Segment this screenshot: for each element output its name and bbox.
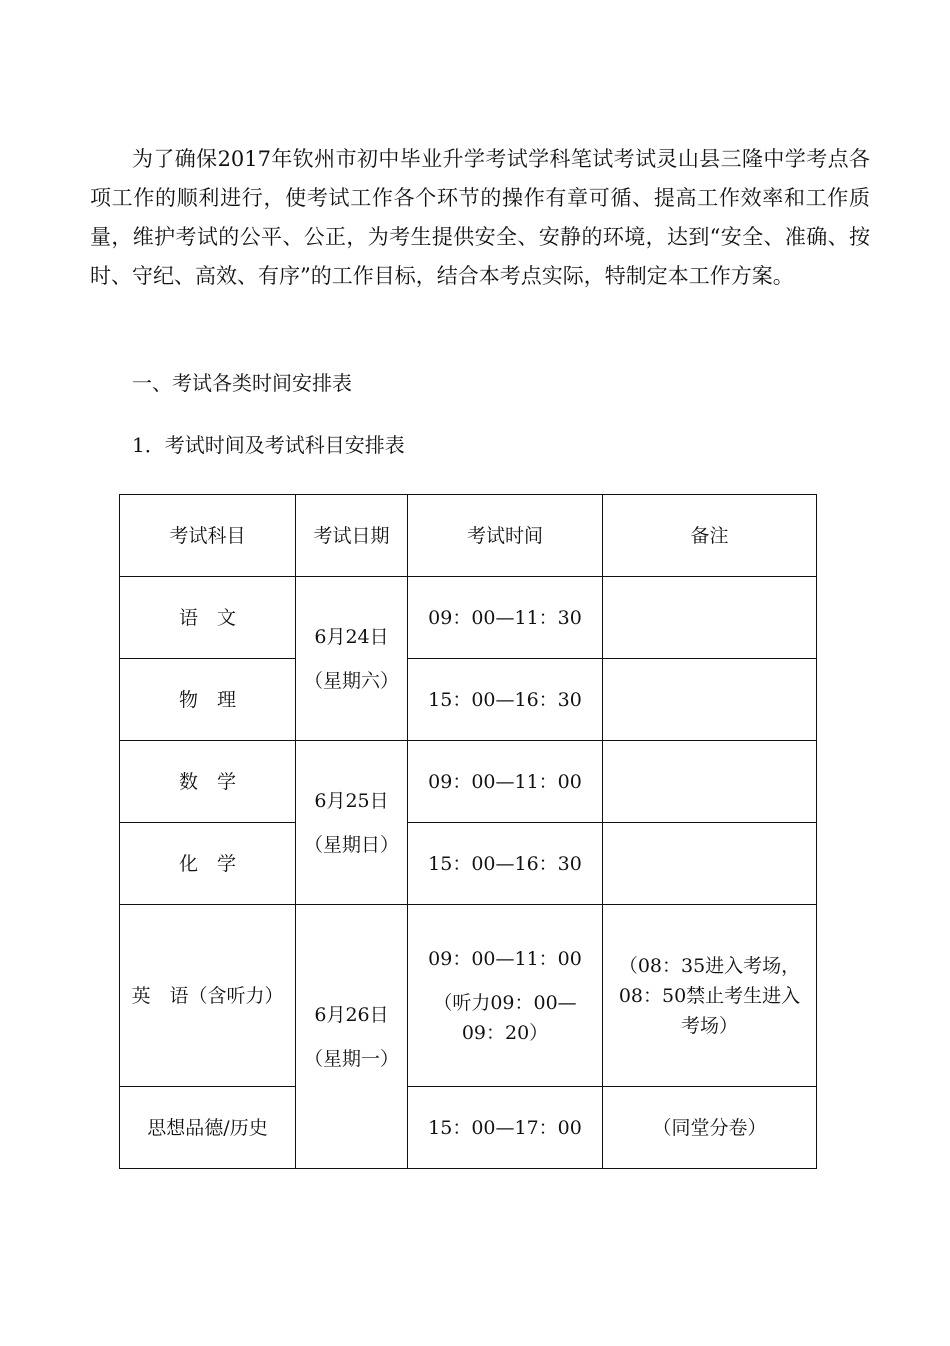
note-cell: [603, 659, 817, 741]
weekday-text: （星期日）: [303, 833, 399, 856]
table-row: [120, 823, 817, 905]
time-cell: 15：00—16：30: [408, 823, 603, 905]
note-cell: [603, 577, 817, 659]
weekday-text: （星期一）: [303, 1047, 399, 1070]
date-cell: [296, 905, 408, 1169]
subject-cell: 语 文: [120, 577, 296, 659]
subject-cell: 思想品德/历史: [120, 1087, 296, 1169]
date-cell: [296, 741, 408, 905]
header-subject: 考试科目: [120, 495, 296, 577]
exam-schedule-table: [119, 494, 817, 1169]
table-header-row: [120, 495, 817, 577]
subject-cell: 物 理: [120, 659, 296, 741]
header-date: 考试日期: [296, 495, 408, 577]
note-cell: [603, 905, 817, 1087]
table-row: [120, 741, 817, 823]
note-text: 08：50禁止考生进入: [618, 984, 801, 1007]
header-time: 考试时间: [408, 495, 603, 577]
time-text: 09：00—11：00: [428, 947, 582, 970]
table-row: [120, 577, 817, 659]
subject-cell: 化 学: [120, 823, 296, 905]
section-heading: 一、考试各类时间安排表: [132, 371, 352, 395]
time-cell: 09：00—11：30: [408, 577, 603, 659]
time-cell: 15：00—16：30: [408, 659, 603, 741]
table-row: [120, 1087, 817, 1169]
subsection-heading: 1．考试时间及考试科目安排表: [132, 433, 405, 457]
intro-paragraph: 为了确保2017年钦州市初中毕业升学考试学科笔试考试灵山县三隆中学考点各项工作的顺利进行，使考试工作各个环节的操作有章可循、提高工作效率和工作质量，维护考试的公平、公正，为考生提供安全、安静的环境，达到“安全、准确、按时、守纪、高效、有序”的工作目标，结合本考点实际，特制定本工作方案。: [90, 147, 870, 288]
weekday-text: （星期六）: [303, 669, 399, 692]
note-cell: [603, 741, 817, 823]
date-cell: [296, 577, 408, 741]
date-text: 6月24日: [314, 625, 389, 648]
listening-time-text: 09：20）: [461, 1021, 549, 1044]
subject-cell: 数 学: [120, 741, 296, 823]
header-note: 备注: [603, 495, 817, 577]
time-cell: 15：00—17：00: [408, 1087, 603, 1169]
note-text: （08：35进入考场，: [618, 954, 801, 977]
date-text: 6月25日: [314, 789, 389, 812]
table-row: [120, 659, 817, 741]
time-cell: 09：00—11：00: [408, 741, 603, 823]
time-cell: [408, 905, 603, 1087]
listening-time-text: （听力09：00—: [433, 991, 577, 1014]
note-cell: [603, 823, 817, 905]
date-text: 6月26日: [314, 1003, 389, 1026]
note-cell: （同堂分卷）: [603, 1087, 817, 1169]
subject-cell: 英 语（含听力）: [120, 905, 296, 1087]
note-text: 考场）: [680, 1014, 738, 1037]
table-row: [120, 905, 817, 1087]
